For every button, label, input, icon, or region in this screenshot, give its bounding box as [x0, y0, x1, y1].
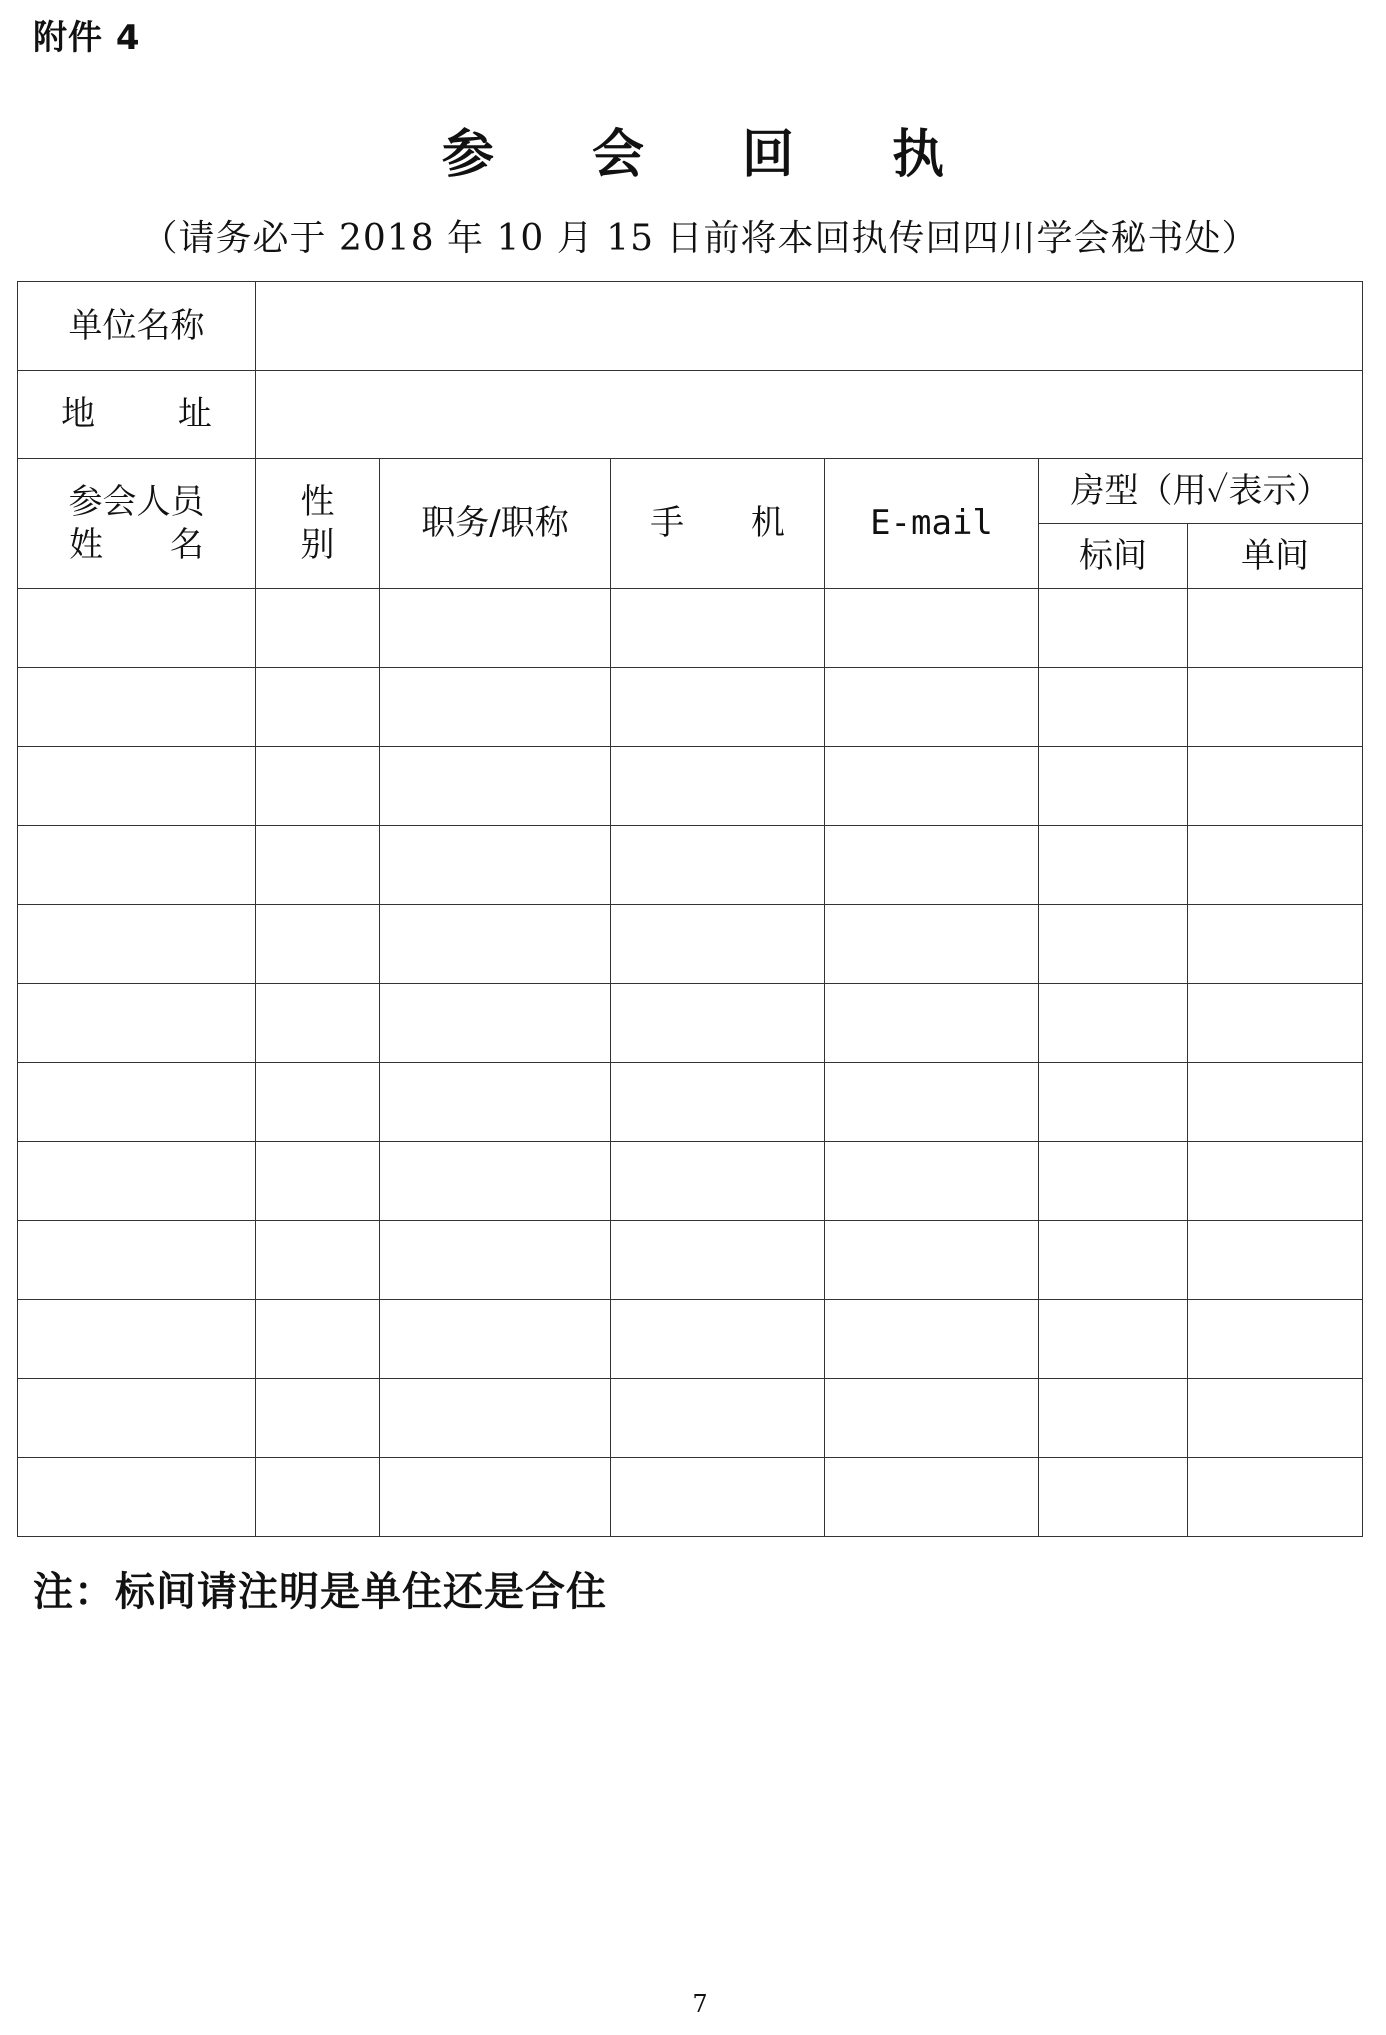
attendee-single-cell[interactable]	[1188, 668, 1363, 747]
attendee-phone-cell[interactable]	[611, 1458, 825, 1537]
header-row-top	[18, 459, 1363, 524]
header-attendee-name-line2: 姓 名	[69, 524, 232, 565]
attendee-name-cell[interactable]	[18, 984, 256, 1063]
attendee-row	[18, 1458, 1363, 1537]
attendee-title-cell[interactable]	[380, 1300, 611, 1379]
attendee-row	[18, 1379, 1363, 1458]
attendee-gender-cell[interactable]	[256, 826, 380, 905]
attendee-phone-cell[interactable]	[611, 668, 825, 747]
attendee-email-cell[interactable]	[825, 1300, 1039, 1379]
attachment-label: 附件 4	[33, 18, 141, 58]
attendee-gender-cell[interactable]	[256, 984, 380, 1063]
attendee-name-cell[interactable]	[18, 1300, 256, 1379]
address-row	[18, 371, 1363, 459]
attendee-standard-cell[interactable]	[1039, 589, 1188, 668]
attendee-name-cell[interactable]	[18, 1458, 256, 1537]
org-name-row	[18, 282, 1363, 371]
page-number: 7	[692, 1990, 708, 2018]
attendee-row	[18, 1300, 1363, 1379]
attendee-name-cell[interactable]	[18, 1221, 256, 1300]
attendee-phone-cell[interactable]	[611, 589, 825, 668]
attendee-phone-cell[interactable]	[611, 905, 825, 984]
attendee-email-cell[interactable]	[825, 1458, 1039, 1537]
org-name-label: 单位名称	[18, 282, 256, 371]
attendee-phone-cell[interactable]	[611, 1379, 825, 1458]
attendee-standard-cell[interactable]	[1039, 747, 1188, 826]
attendee-phone-cell[interactable]	[611, 826, 825, 905]
attendee-row	[18, 826, 1363, 905]
attendee-name-cell[interactable]	[18, 1142, 256, 1221]
attendee-single-cell[interactable]	[1188, 589, 1363, 668]
attendee-gender-cell[interactable]	[256, 1063, 380, 1142]
attendee-row	[18, 1142, 1363, 1221]
header-attendee-name	[18, 459, 256, 589]
attendee-phone-cell[interactable]	[611, 984, 825, 1063]
header-gender	[256, 459, 380, 589]
header-gender-line2: 别	[300, 524, 335, 565]
header-phone: 手 机	[611, 459, 825, 589]
footnote: 注：标间请注明是单住还是合住	[33, 1569, 607, 1615]
attendee-standard-cell[interactable]	[1039, 826, 1188, 905]
attendee-row	[18, 905, 1363, 984]
attendee-gender-cell[interactable]	[256, 589, 380, 668]
attendee-name-cell[interactable]	[18, 905, 256, 984]
attendee-title-cell[interactable]	[380, 1063, 611, 1142]
attendee-title-cell[interactable]	[380, 668, 611, 747]
attendee-gender-cell[interactable]	[256, 1300, 380, 1379]
attendee-gender-cell[interactable]	[256, 1379, 380, 1458]
address-field[interactable]	[256, 371, 1363, 459]
attendee-title-cell[interactable]	[380, 905, 611, 984]
attendee-single-cell[interactable]	[1188, 1300, 1363, 1379]
attendee-single-cell[interactable]	[1188, 1221, 1363, 1300]
header-email: E-mail	[825, 459, 1039, 589]
attendee-row	[18, 747, 1363, 826]
attendee-email-cell[interactable]	[825, 1379, 1039, 1458]
attendee-name-cell[interactable]	[18, 747, 256, 826]
attendee-gender-cell[interactable]	[256, 747, 380, 826]
attendee-name-cell[interactable]	[18, 1063, 256, 1142]
header-title: 职务/职称	[380, 459, 611, 589]
attendee-phone-cell[interactable]	[611, 1221, 825, 1300]
attendee-email-cell[interactable]	[825, 826, 1039, 905]
attendee-email-cell[interactable]	[825, 1221, 1039, 1300]
attendee-row	[18, 1063, 1363, 1142]
attendee-phone-cell[interactable]	[611, 1063, 825, 1142]
attendee-gender-cell[interactable]	[256, 1458, 380, 1537]
attendee-standard-cell[interactable]	[1039, 1063, 1188, 1142]
header-attendee-name-line1: 参会人员	[68, 482, 205, 522]
attendee-row	[18, 984, 1363, 1063]
attendee-email-cell[interactable]	[825, 1142, 1039, 1221]
attendee-gender-cell[interactable]	[256, 1221, 380, 1300]
header-room-single: 单间	[1188, 524, 1363, 589]
header-room-type: 房型（用✓表示）	[1039, 459, 1363, 524]
address-label: 地 址	[18, 371, 256, 459]
attendee-title-cell[interactable]	[380, 1221, 611, 1300]
attendee-standard-cell[interactable]	[1039, 1458, 1188, 1537]
attendee-gender-cell[interactable]	[256, 668, 380, 747]
attendee-phone-cell[interactable]	[611, 1300, 825, 1379]
attendee-single-cell[interactable]	[1188, 826, 1363, 905]
attendee-row	[18, 589, 1363, 668]
attendee-title-cell[interactable]	[380, 826, 611, 905]
attendee-single-cell[interactable]	[1188, 1458, 1363, 1537]
attendee-title-cell[interactable]	[380, 1458, 611, 1537]
attendee-email-cell[interactable]	[825, 668, 1039, 747]
page-subtitle: （请务必于 2018 年 10 月 15 日前将本回执传回四川学会秘书处）	[141, 218, 1259, 259]
attendee-name-cell[interactable]	[18, 668, 256, 747]
org-name-field[interactable]	[256, 282, 1363, 371]
attendee-single-cell[interactable]	[1188, 1063, 1363, 1142]
attendee-single-cell[interactable]	[1188, 1379, 1363, 1458]
attendee-single-cell[interactable]	[1188, 747, 1363, 826]
attendee-single-cell[interactable]	[1188, 1142, 1363, 1221]
page-title: 参 会 回 执	[441, 124, 985, 185]
attendee-standard-cell[interactable]	[1039, 1142, 1188, 1221]
attendee-email-cell[interactable]	[825, 905, 1039, 984]
attendee-gender-cell[interactable]	[256, 1142, 380, 1221]
attendee-email-cell[interactable]	[825, 984, 1039, 1063]
attendee-phone-cell[interactable]	[611, 1142, 825, 1221]
attendee-standard-cell[interactable]	[1039, 905, 1188, 984]
registration-table	[17, 281, 1363, 1537]
attendee-standard-cell[interactable]	[1039, 668, 1188, 747]
attendee-title-cell[interactable]	[380, 747, 611, 826]
attendee-single-cell[interactable]	[1188, 905, 1363, 984]
attendee-email-cell[interactable]	[825, 1063, 1039, 1142]
attendee-email-cell[interactable]	[825, 747, 1039, 826]
attendee-standard-cell[interactable]	[1039, 984, 1188, 1063]
attendee-name-cell[interactable]	[18, 589, 256, 668]
attendee-name-cell[interactable]	[18, 826, 256, 905]
header-gender-line1: 性	[300, 482, 335, 522]
attendee-email-cell[interactable]	[825, 589, 1039, 668]
attendee-row	[18, 668, 1363, 747]
attendee-standard-cell[interactable]	[1039, 1300, 1188, 1379]
attendee-single-cell[interactable]	[1188, 984, 1363, 1063]
attendee-title-cell[interactable]	[380, 984, 611, 1063]
attendee-gender-cell[interactable]	[256, 905, 380, 984]
header-room-standard: 标间	[1039, 524, 1188, 589]
attendee-title-cell[interactable]	[380, 1379, 611, 1458]
attendee-phone-cell[interactable]	[611, 747, 825, 826]
attendee-title-cell[interactable]	[380, 589, 611, 668]
attendee-name-cell[interactable]	[18, 1379, 256, 1458]
attendee-title-cell[interactable]	[380, 1142, 611, 1221]
attendee-row	[18, 1221, 1363, 1300]
attendee-standard-cell[interactable]	[1039, 1221, 1188, 1300]
attendee-standard-cell[interactable]	[1039, 1379, 1188, 1458]
